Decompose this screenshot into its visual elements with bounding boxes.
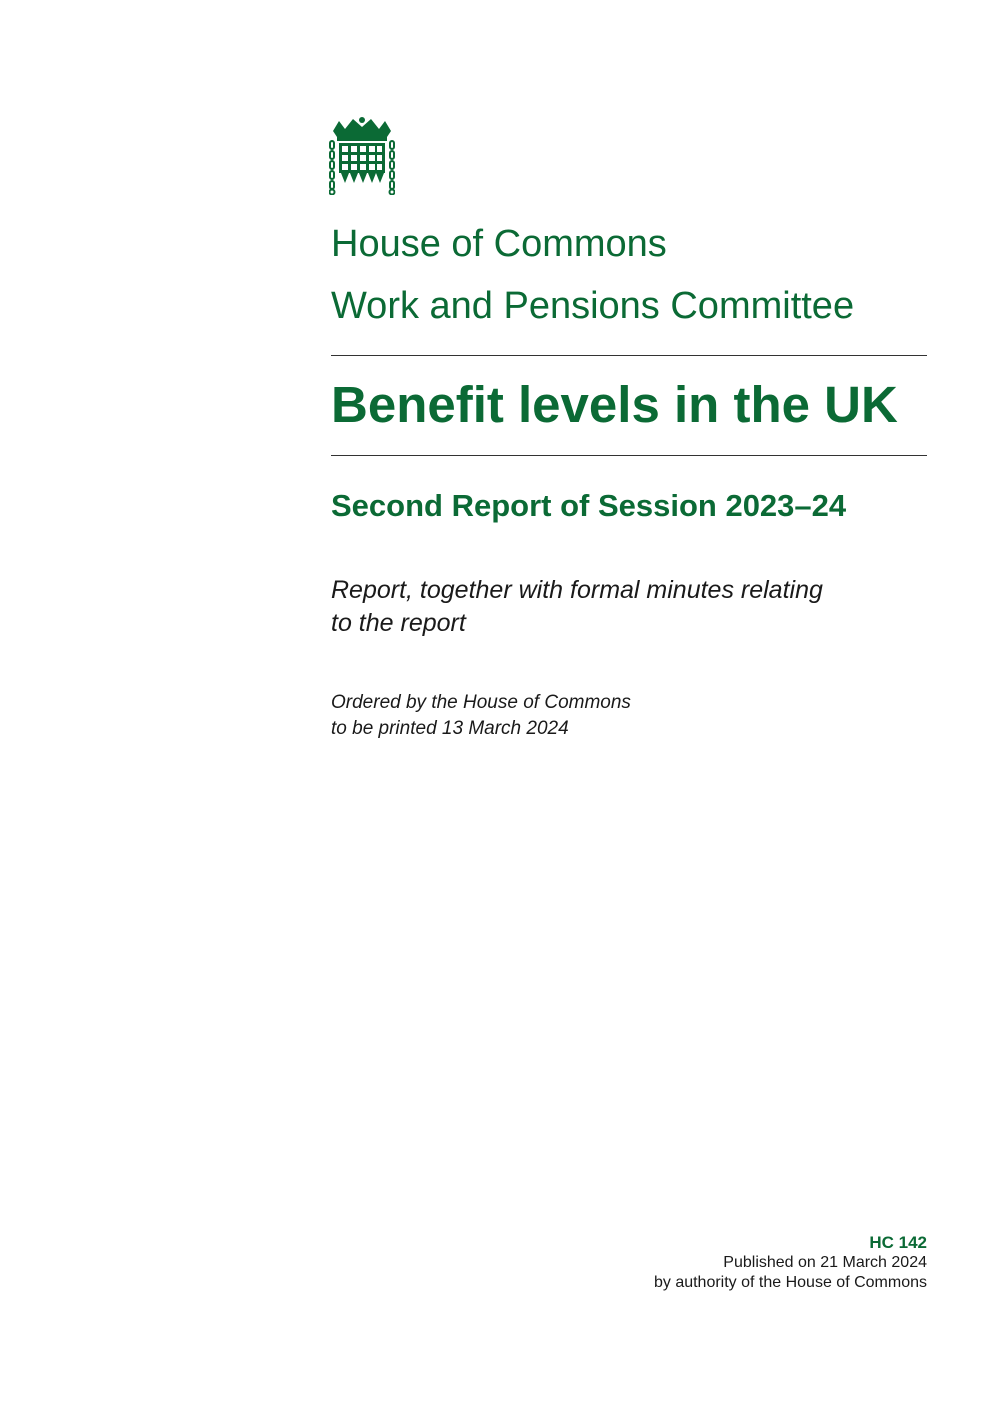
portcullis-logo: [329, 117, 395, 195]
description-line: Report, together with formal minutes relating: [331, 576, 823, 604]
ordered-line: Ordered by the House of Commons: [331, 692, 631, 713]
published-date: Published on 21 March 2024: [723, 1254, 927, 1271]
report-title: Benefit levels in the UK: [331, 376, 898, 433]
committee-name: Work and Pensions Committee: [331, 285, 855, 327]
authority-note: by authority of the House of Commons: [653, 1274, 927, 1291]
house-name: House of Commons: [331, 223, 667, 265]
hc-number: HC 142: [869, 1233, 927, 1252]
session-subtitle: Second Report of Session 2023–24: [331, 488, 847, 523]
ordered-note: [331, 690, 631, 742]
publication-info: [654, 1233, 927, 1293]
description-line: to the report: [331, 609, 466, 637]
report-description: [331, 574, 931, 640]
divider: [331, 355, 927, 356]
divider: [331, 455, 927, 456]
ordered-line: to be printed 13 March 2024: [331, 718, 569, 739]
